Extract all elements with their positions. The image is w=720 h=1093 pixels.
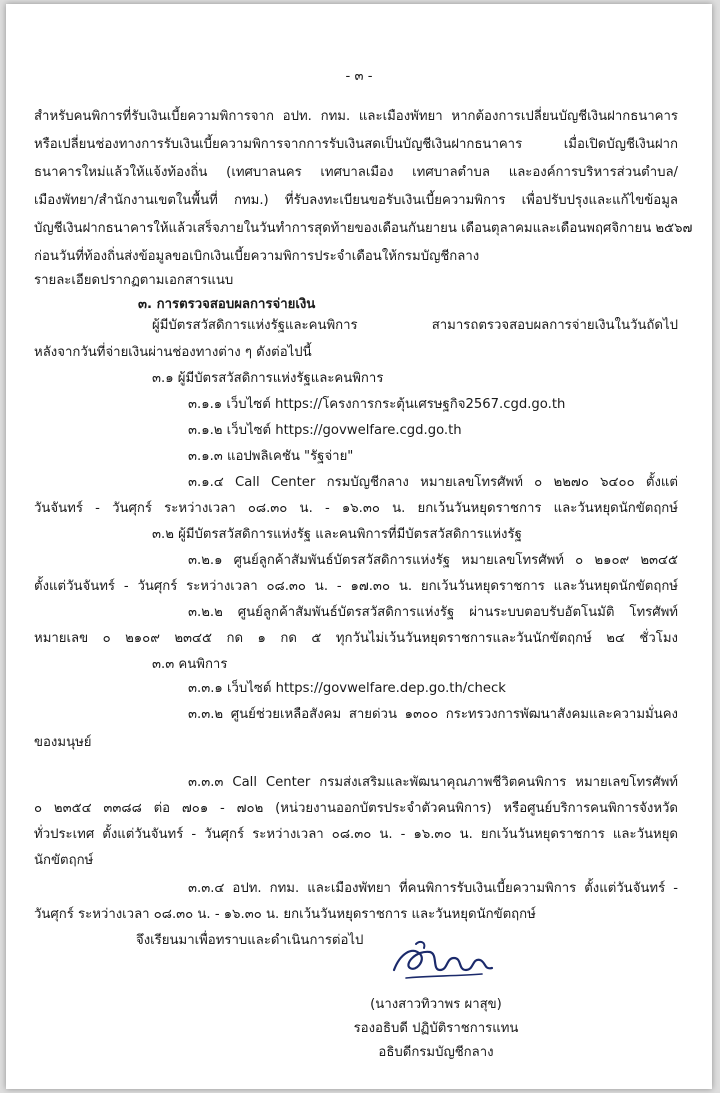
para1-line5: บัญชีเงินฝากธนาคารให้แล้วเสร็จภายในวันทำการสุดท้ายของเดือนกันยายน เดือนตุลาคมและเดือนพฤศจิกายน ๒๕๖๗: [34, 221, 693, 236]
signer-title-2: อธิบดีกรมบัญชีกลาง: [378, 1045, 494, 1060]
signer-title-1: รองอธิบดี ปฏิบัติราชการแทน: [353, 1021, 519, 1036]
page-number: - ๓ -: [345, 69, 373, 84]
para1-line7: รายละเอียดปรากฏตามเอกสารแนบ: [34, 273, 234, 288]
section-3-1-heading: ๓.๑ ผู้มีบัตรสวัสดิการแห่งรัฐและคนพิการ: [152, 371, 384, 386]
para1-line6: ก่อนวันที่ท้องถิ่นส่งข้อมูลขอเบิกเงินเบี้ยความพิการประจำเดือนให้กรมบัญชีกลาง: [34, 249, 480, 264]
document-page: [6, 4, 712, 1089]
section-3-3-3-line1: ๓.๓.๓ Call Center กรมส่งเสริมและพัฒนาคุณภาพชีวิตคนพิการ หมายเลขโทรศัพท์: [188, 775, 678, 790]
section-3-1-3: ๓.๑.๓ แอปพลิเคชัน "รัฐจ่าย": [188, 449, 354, 464]
section-3-1-4-line1: ๓.๑.๔ Call Center กรมบัญชีกลาง หมายเลขโทรศัพท์ ๐ ๒๒๗๐ ๖๔๐๐ ตั้งแต่: [188, 475, 678, 490]
section3-intro-line1: ผู้มีบัตรสวัสดิการแห่งรัฐและคนพิการ สามารถตรวจสอบผลการจ่ายเงินในวันถัดไป: [152, 318, 678, 333]
section-3-3-2-line2: ของมนุษย์: [34, 735, 92, 750]
section-3-1-1: ๓.๑.๑ เว็บไซต์ https://โครงการกระตุ้นเศรษฐกิจ2567.cgd.go.th: [188, 397, 566, 412]
section-3-3-3-line4: นักขัตฤกษ์: [34, 853, 94, 868]
section-3-2-2-line2: หมายเลข ๐ ๒๑๐๙ ๒๓๔๕ กด ๑ กด ๕ ทุกวันไม่เว้นวันหยุดราชการและวันนักขัตฤกษ์ ๒๔ ชั่วโมง: [34, 631, 678, 646]
section-3-3-4-line1: ๓.๓.๔ อปท. กทม. และเมืองพัทยา ที่คนพิการรับเงินเบี้ยความพิการ ตั้งแต่วันจันทร์ -: [188, 881, 678, 896]
section-3-3-3-line3: ทั่วประเทศ ตั้งแต่วันจันทร์ - วันศุกร์ ระหว่างเวลา ๐๘.๓๐ น. - ๑๖.๓๐ น. ยกเว้นวันหยุดราชการ และวันหยุด: [34, 827, 678, 842]
para1-line3: ธนาคารใหม่แล้วให้แจ้งท้องถิ่น (เทศบาลนคร เทศบาลเมือง เทศบาลตำบล และองค์การบริหารส่วนตำบล/: [34, 165, 678, 180]
section-3-2-heading: ๓.๒ ผู้มีบัตรสวัสดิการแห่งรัฐ และคนพิการที่มีบัตรสวัสดิการแห่งรัฐ: [152, 527, 522, 542]
para1-line2: หรือเปลี่ยนช่องทางการรับเงินเบี้ยความพิการจากการรับเงินสดเป็นบัญชีเงินฝากธนาคาร เมื่อเปิดบัญชีเงินฝาก: [34, 137, 678, 152]
section-3-1-4-line2: วันจันทร์ - วันศุกร์ ระหว่างเวลา ๐๘.๓๐ น. - ๑๖.๓๐ น. ยกเว้นวันหยุดราชการ และวันหยุดนักขัตฤกษ์: [34, 501, 678, 516]
section-3-3-heading: ๓.๓ คนพิการ: [152, 657, 228, 672]
section-3-3-1: ๓.๓.๑ เว็บไซต์ https://govwelfare.dep.go.th/check: [188, 681, 506, 696]
section-3-2-1-line1: ๓.๒.๑ ศูนย์ลูกค้าสัมพันธ์บัตรสวัสดิการแห่งรัฐ หมายเลขโทรศัพท์ ๐ ๒๑๐๙ ๒๓๔๕: [188, 553, 678, 568]
section-3-2-2-line1: ๓.๒.๒ ศูนย์ลูกค้าสัมพันธ์บัตรสวัสดิการแห่งรัฐ ผ่านระบบตอบรับอัตโนมัติ โทรศัพท์: [188, 605, 678, 620]
para1-line4: เมืองพัทยา/สำนักงานเขตในพื้นที่ กทม.) ที่รับลงทะเบียนขอรับเงินเบี้ยความพิการ เพื่อปรับปรุงและแก้ไขข้อมูล: [34, 193, 678, 208]
closing-sentence: จึงเรียนมาเพื่อทราบและดำเนินการต่อไป: [136, 933, 364, 948]
section3-heading: ๓. การตรวจสอบผลการจ่ายเงิน: [138, 297, 316, 312]
section-3-3-3-line2: ๐ ๒๓๕๔ ๓๓๘๘ ต่อ ๗๐๑ - ๗๐๒ (หน่วยงานออกบัตรประจำตัวคนพิการ) หรือศูนย์บริการคนพิการจังหวัด: [34, 801, 678, 816]
section3-intro-line2: หลังจากวันที่จ่ายเงินผ่านช่องทางต่าง ๆ ดังต่อไปนี้: [34, 345, 312, 360]
section-3-1-2: ๓.๑.๒ เว็บไซต์ https://govwelfare.cgd.go.th: [188, 423, 462, 438]
section-3-2-1-line2: ตั้งแต่วันจันทร์ - วันศุกร์ ระหว่างเวลา ๐๘.๓๐ น. - ๑๗.๓๐ น. ยกเว้นวันหยุดราชการ และวันหยุดนักขัตฤกษ์: [34, 579, 678, 594]
section-3-3-2-line1: ๓.๓.๒ ศูนย์ช่วยเหลือสังคม สายด่วน ๑๓๐๐ กระทรวงการพัฒนาสังคมและความมั่นคง: [188, 707, 678, 722]
para1-line1: สำหรับคนพิการที่รับเงินเบี้ยความพิการจาก อปท. กทม. และเมืองพัทยา หากต้องการเปลี่ยนบัญชีเงินฝากธนาคาร: [34, 109, 678, 124]
handwritten-signature: [386, 936, 506, 986]
section-3-3-4-line2: วันศุกร์ ระหว่างเวลา ๐๘.๓๐ น. - ๑๖.๓๐ น. ยกเว้นวันหยุดราชการ และวันหยุดนักขัตฤกษ์: [34, 907, 536, 922]
signer-name: (นางสาวทิวาพร ผาสุข): [370, 997, 502, 1012]
